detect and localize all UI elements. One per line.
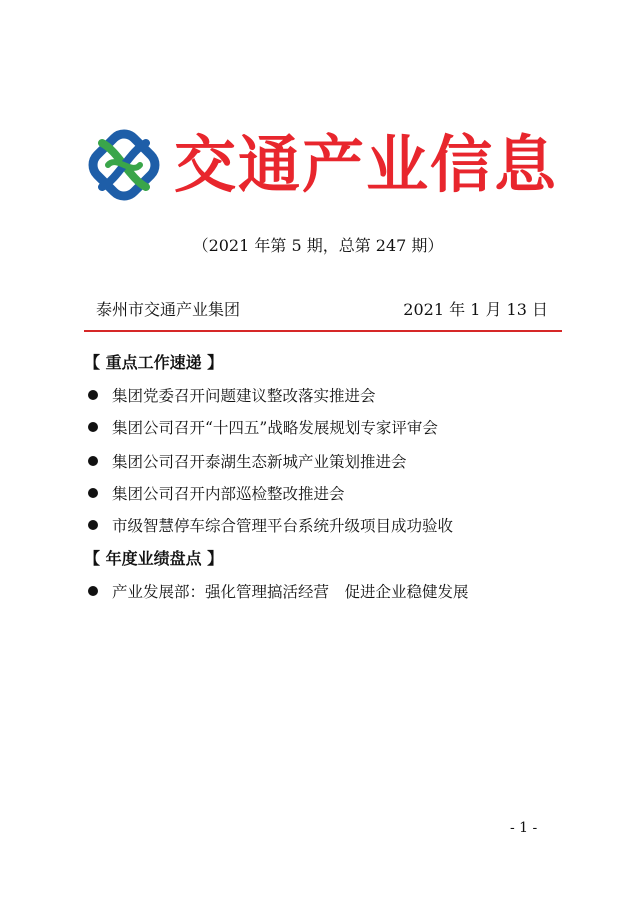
- list-item-text: 集团公司召开泰湖生态新城产业策划推进会: [112, 453, 407, 471]
- list-item-text: 集团公司召开内部巡检整改推进会: [112, 485, 345, 503]
- list-item[interactable]: [84, 416, 438, 438]
- list-item[interactable]: [84, 482, 345, 504]
- bullet-icon: [88, 586, 98, 596]
- meta-row: [96, 297, 548, 320]
- list-item-text: 产业发展部：强化管理搞活经营 促进企业稳健发展: [112, 583, 469, 601]
- list-item[interactable]: [84, 514, 453, 536]
- list-item[interactable]: [84, 384, 376, 406]
- list-item-text: 市级智慧停车综合管理平台系统升级项目成功验收: [112, 517, 454, 535]
- list-item-text: 集团党委召开问题建议整改落实推进会: [112, 387, 376, 405]
- masthead: [88, 120, 558, 210]
- header-rule: [84, 330, 562, 332]
- publish-date: 2021 年 1 月 13 日: [403, 300, 548, 319]
- issue-line: （2021 年第 5 期，总第 247 期）: [192, 236, 444, 255]
- bullet-icon: [88, 456, 98, 466]
- interlocking-knot-logo-icon: [88, 129, 160, 201]
- publisher: 泰州市交通产业集团: [96, 300, 241, 319]
- list-item[interactable]: [84, 580, 469, 602]
- bullet-icon: [88, 422, 98, 432]
- list-item[interactable]: [84, 450, 407, 472]
- list-item-text: 集团公司召开“十四五”战略发展规划专家评审会: [112, 419, 438, 437]
- masthead-title: 交通产业信息: [174, 128, 559, 201]
- bullet-icon: [88, 390, 98, 400]
- page-number: - 1 -: [510, 820, 538, 836]
- bullet-icon: [88, 520, 98, 530]
- section-heading-annual-review: 【 年度业绩盘点 】: [84, 549, 224, 568]
- section-heading-key-work: 【 重点工作速递 】: [84, 353, 224, 372]
- bullet-icon: [88, 488, 98, 498]
